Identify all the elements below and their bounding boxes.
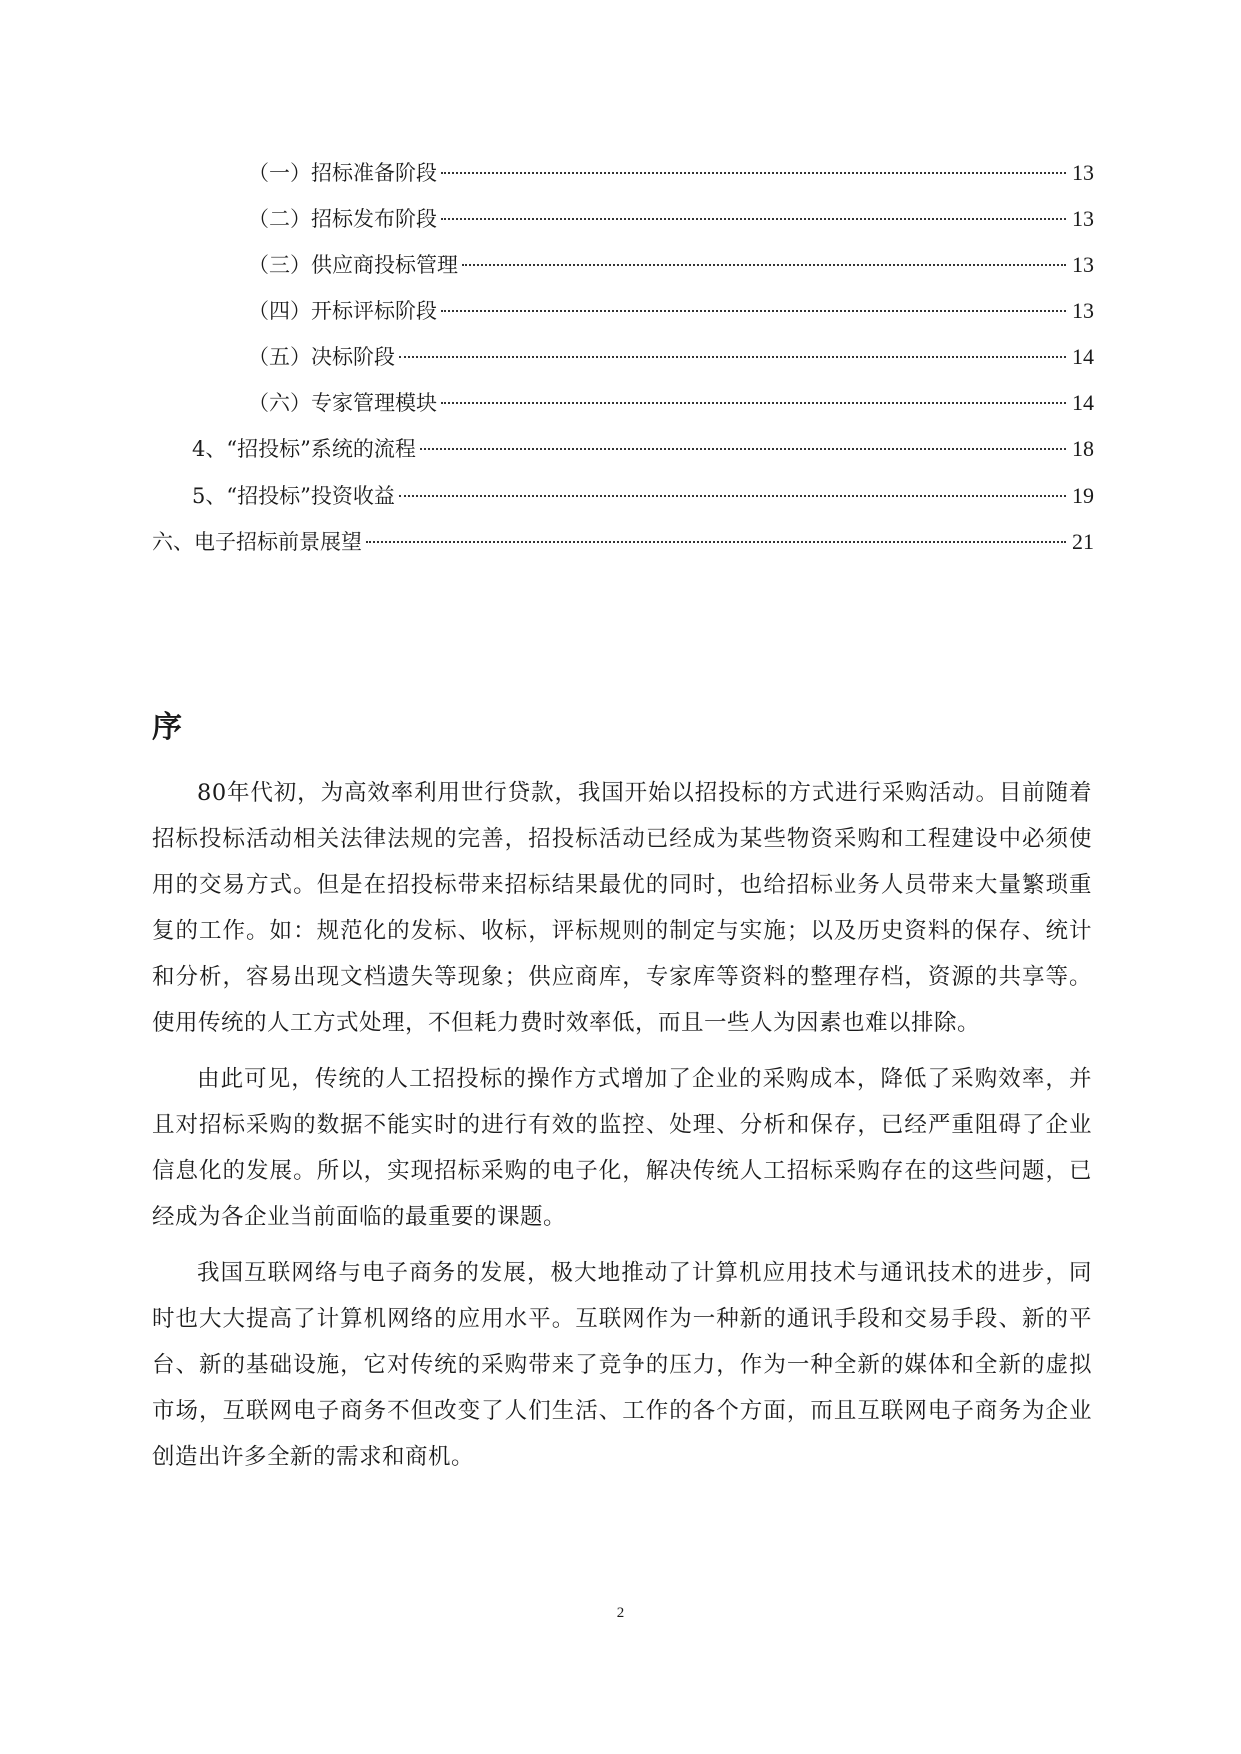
- toc-entry-label: 六、电子招标前景展望: [152, 530, 362, 554]
- section-body: [152, 770, 1092, 1490]
- toc-dot-leader: [399, 495, 1066, 497]
- toc-dot-leader: [366, 541, 1066, 543]
- toc-dot-leader: [462, 264, 1066, 266]
- toc-entry-label: （六）专家管理模块: [248, 391, 437, 415]
- toc-entry[interactable]: [248, 250, 1094, 280]
- toc-entry-label: 4、“招投标”系统的流程: [192, 437, 416, 461]
- toc-entry-label: （五）决标阶段: [248, 345, 395, 369]
- toc-entry[interactable]: [192, 481, 1094, 511]
- toc-entry[interactable]: [248, 296, 1094, 326]
- toc-entry-page: 19: [1072, 483, 1094, 508]
- toc-entry-page: 13: [1072, 206, 1094, 231]
- toc-dot-leader: [420, 448, 1066, 450]
- toc-entry-label: （一）招标准备阶段: [248, 161, 437, 185]
- toc-entry-label: （四）开标评标阶段: [248, 299, 437, 323]
- toc-entry-label: （二）招标发布阶段: [248, 207, 437, 231]
- section-heading: 序: [152, 710, 182, 745]
- toc-dot-leader: [441, 218, 1066, 220]
- body-paragraph: 由此可见，传统的人工招投标的操作方式增加了企业的采购成本，降低了采购效率，并且对招标采购的数据不能实时的进行有效的监控、处理、分析和保存，已经严重阻碍了企业信息化的发展。所以，实现招标采购的电子化，解决传统人工招标采购存在的这些问题，已经成为各企业当前面临的最重要的课题。: [152, 1066, 1092, 1230]
- toc-entry-page: 13: [1072, 298, 1094, 323]
- toc-entry-page: 13: [1072, 252, 1094, 277]
- body-paragraph: 我国互联网络与电子商务的发展，极大地推动了计算机应用技术与通讯技术的进步，同时也大大提高了计算机网络的应用水平。互联网作为一种新的通讯手段和交易手段、新的平台、新的基础设施，它对传统的采购带来了竞争的压力，作为一种全新的媒体和全新的虚拟市场，互联网电子商务不但改变了人们生活、工作的各个方面，而且互联网电子商务为企业创造出许多全新的需求和商机。: [152, 1260, 1092, 1470]
- toc-entry-label: 5、“招投标”投资收益: [192, 484, 395, 508]
- toc-dot-leader: [441, 172, 1066, 174]
- toc-entry[interactable]: [248, 342, 1094, 372]
- toc-entry-page: 14: [1072, 390, 1094, 415]
- body-paragraph: 80年代初，为高效率利用世行贷款，我国开始以招投标的方式进行采购活动。目前随着招标投标活动相关法律法规的完善，招投标活动已经成为某些物资采购和工程建设中必须使用的交易方式。但是在招投标带来招标结果最优的同时，也给招标业务人员带来大量繁琐重复的工作。如：规范化的发标、收标，评标规则的制定与实施；以及历史资料的保存、统计和分析，容易出现文档遗失等现象；供应商库，专家库等资料的整理存档，资源的共享等。使用传统的人工方式处理，不但耗力费时效率低，而且一些人为因素也难以排除。: [152, 780, 1092, 1036]
- toc-dot-leader: [399, 356, 1066, 358]
- toc-dot-leader: [441, 402, 1066, 404]
- toc-entry-page: 18: [1072, 436, 1094, 461]
- toc-entry[interactable]: [152, 527, 1094, 557]
- toc-entry-page: 14: [1072, 344, 1094, 369]
- toc-entry[interactable]: [248, 388, 1094, 418]
- toc-entry[interactable]: [248, 158, 1094, 188]
- toc-entry[interactable]: [248, 204, 1094, 234]
- toc-entry[interactable]: [192, 434, 1094, 464]
- toc-entry-label: （三）供应商投标管理: [248, 253, 458, 277]
- page-number: 2: [616, 1605, 625, 1621]
- toc-entry-page: 13: [1072, 160, 1094, 185]
- toc-entry-page: 21: [1072, 529, 1094, 554]
- toc-dot-leader: [441, 310, 1066, 312]
